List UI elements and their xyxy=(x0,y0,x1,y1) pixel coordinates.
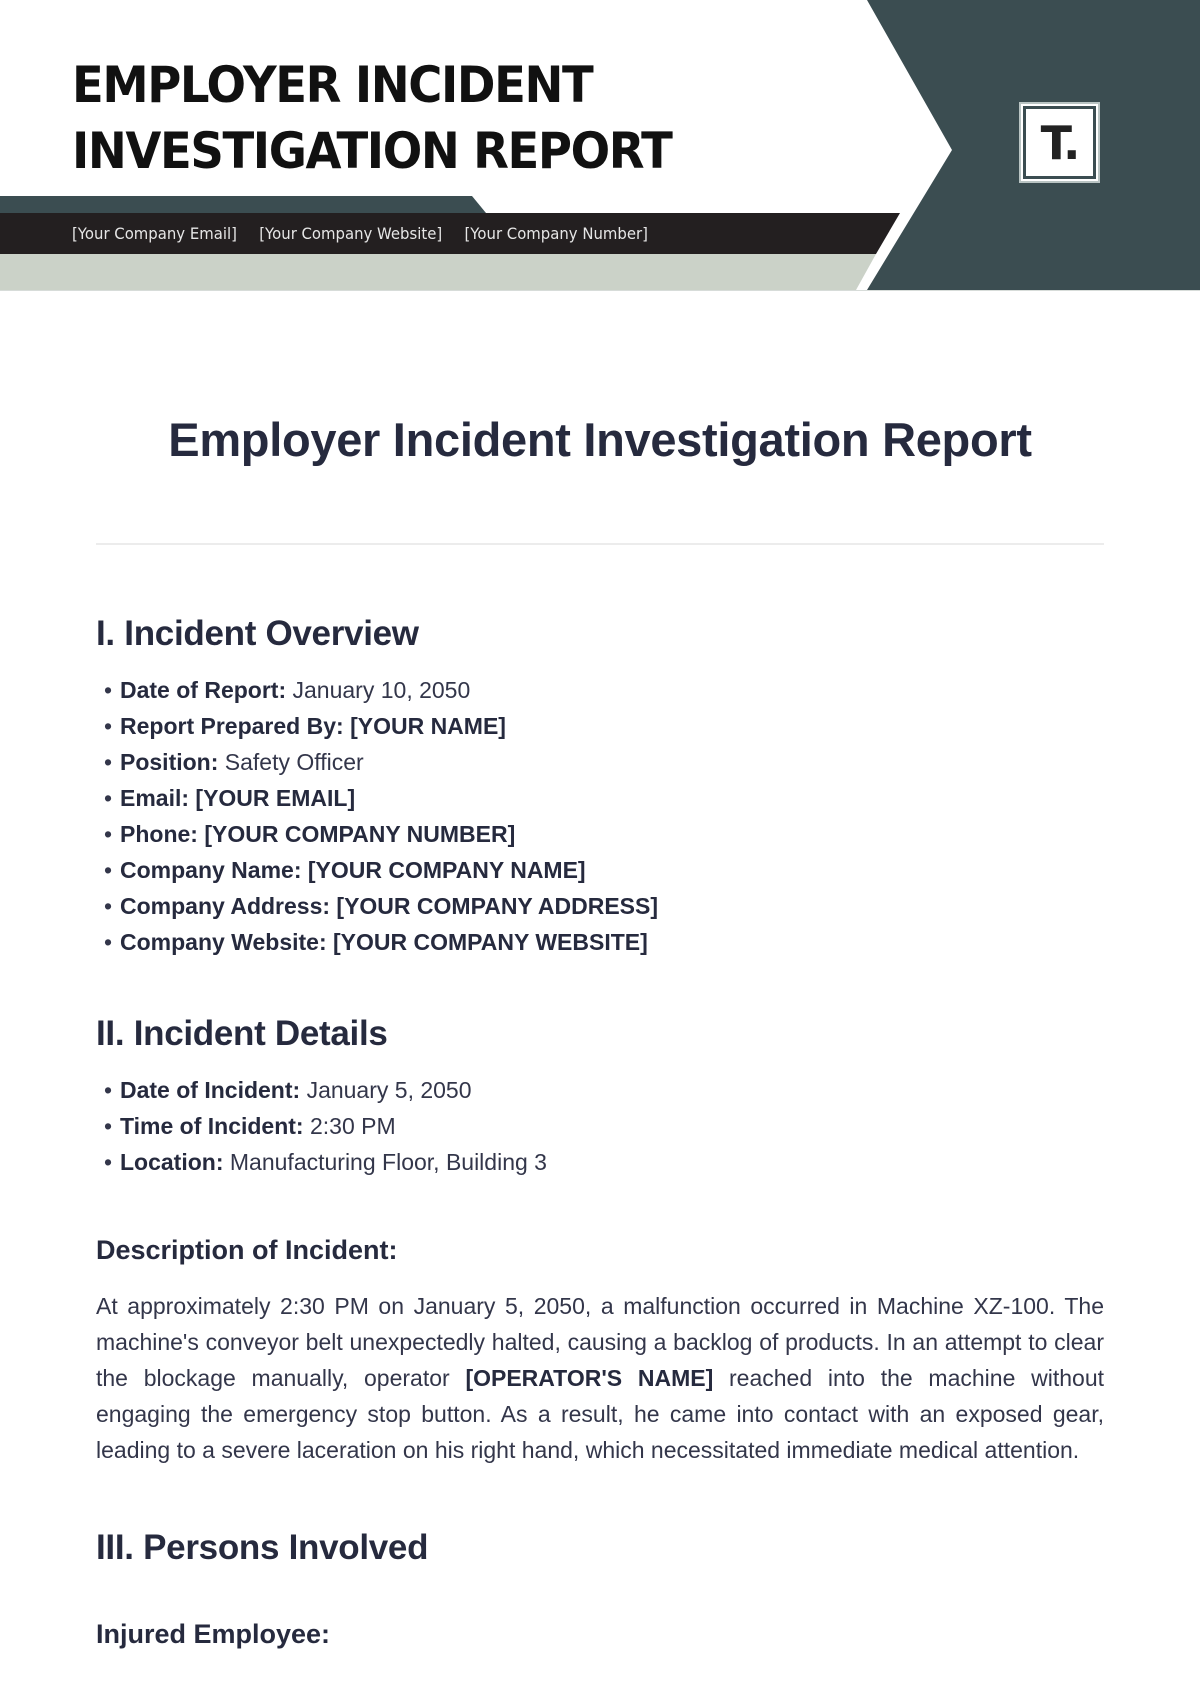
field-value: January 5, 2050 xyxy=(306,1077,472,1103)
contact-bar xyxy=(72,213,648,254)
field-label: Company Website: xyxy=(120,929,327,955)
field-label: Report Prepared By: xyxy=(120,713,344,739)
field-label: Date of Incident: xyxy=(120,1077,301,1103)
field-date-of-incident xyxy=(96,1072,1104,1108)
document-title: Employer Incident Investigation Report xyxy=(168,413,1032,466)
field-value: January 10, 2050 xyxy=(292,677,471,703)
section-incident-overview xyxy=(96,612,1104,960)
bullet-icon: • xyxy=(104,893,113,919)
description-text: At approximately 2:30 PM on January 5, 2050, a malfunction occurred in Machine XZ-100. The machine's conveyor belt unexpectedly halted, causing a backlog of products. In an attempt to clear the blockage manually, operator xyxy=(96,1293,1104,1391)
company-email: [Your Company Email] xyxy=(72,224,237,243)
description-heading: Description of Incident: xyxy=(96,1235,398,1265)
field-value: [YOUR EMAIL] xyxy=(195,785,356,811)
overview-field-list xyxy=(96,672,1104,960)
bullet-icon: • xyxy=(104,785,113,811)
title-divider xyxy=(96,543,1104,545)
section-incident-details xyxy=(96,1012,1104,1468)
field-label: Date of Report: xyxy=(120,677,287,703)
field-label: Position: xyxy=(120,749,219,775)
bullet-icon: • xyxy=(104,713,113,739)
field-value: [YOUR NAME] xyxy=(350,713,506,739)
details-field-list xyxy=(96,1072,1104,1180)
field-label: Location: xyxy=(120,1149,224,1175)
field-value: 2:30 PM xyxy=(309,1113,396,1139)
field-report-prepared-by xyxy=(96,708,1104,744)
bullet-icon: • xyxy=(104,1077,113,1103)
field-location xyxy=(96,1144,1104,1180)
field-label: Time of Incident: xyxy=(120,1113,304,1139)
field-position xyxy=(96,744,1104,780)
section-heading: I. Incident Overview xyxy=(96,614,419,653)
bullet-icon: • xyxy=(104,749,113,775)
description-text: reached into the machine without engaging the emergency stop button. As a result, he came into contact with an exposed gear, leading to a severe laceration on his right hand, which necessitated immediate medical attention. xyxy=(96,1365,1104,1463)
field-value: [YOUR COMPANY NAME] xyxy=(307,857,586,883)
bullet-icon: • xyxy=(104,677,113,703)
incident-description xyxy=(96,1288,1104,1468)
field-value: [YOUR COMPANY ADDRESS] xyxy=(336,893,659,919)
section-heading: II. Incident Details xyxy=(96,1014,388,1053)
field-label: Company Address: xyxy=(120,893,331,919)
header-title xyxy=(72,52,671,184)
bullet-icon: • xyxy=(104,1113,113,1139)
injured-employee-heading: Injured Employee: xyxy=(96,1619,331,1649)
field-value: Safety Officer xyxy=(224,749,364,775)
field-time-of-incident xyxy=(96,1108,1104,1144)
field-value: [YOUR COMPANY NUMBER] xyxy=(204,821,516,847)
section-persons-involved xyxy=(96,1526,1104,1652)
company-logo xyxy=(1019,102,1100,183)
field-date-of-report xyxy=(96,672,1104,708)
field-phone xyxy=(96,816,1104,852)
header-title-line-2: INVESTIGATION REPORT xyxy=(72,122,672,180)
field-value: Manufacturing Floor, Building 3 xyxy=(229,1149,547,1175)
field-company-name xyxy=(96,852,1104,888)
bullet-icon: • xyxy=(104,821,113,847)
logo-t-icon: T. xyxy=(1025,108,1094,177)
bullet-icon: • xyxy=(104,929,113,955)
company-number: [Your Company Number] xyxy=(464,224,648,243)
field-label: Email: xyxy=(120,785,190,811)
section-heading: III. Persons Involved xyxy=(96,1528,429,1567)
bullet-icon: • xyxy=(104,857,113,883)
field-label: Phone: xyxy=(120,821,198,847)
document-body xyxy=(96,612,1104,1652)
bullet-icon: • xyxy=(104,1149,113,1175)
field-company-website xyxy=(96,924,1104,960)
field-company-address xyxy=(96,888,1104,924)
document-header xyxy=(0,0,1200,291)
company-website: [Your Company Website] xyxy=(259,224,443,243)
field-label: Company Name: xyxy=(120,857,302,883)
field-email xyxy=(96,780,1104,816)
field-value: [YOUR COMPANY WEBSITE] xyxy=(333,929,648,955)
operator-name-placeholder: [OPERATOR'S NAME] xyxy=(465,1365,714,1391)
header-title-line-1: EMPLOYER INCIDENT xyxy=(72,56,593,114)
